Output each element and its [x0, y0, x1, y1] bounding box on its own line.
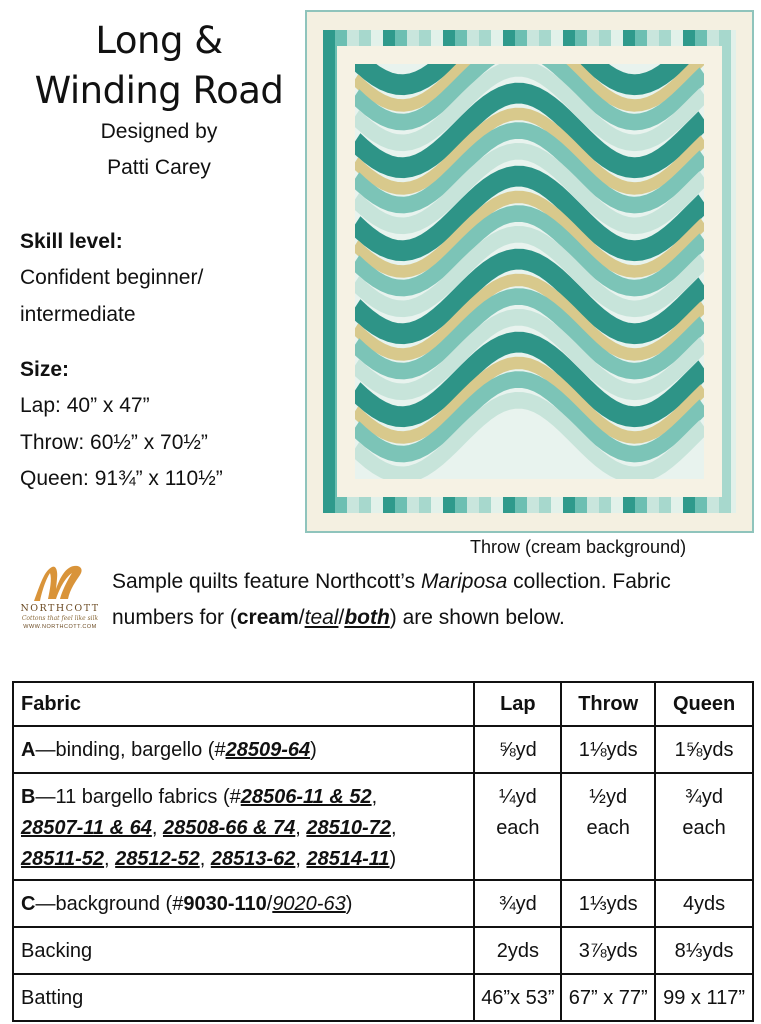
- table-header-row: [13, 682, 753, 726]
- fabric-number: 28514-11: [306, 848, 390, 870]
- pattern-title-line1: Long &: [95, 19, 223, 62]
- fabric-b-cell: B—11 bargello fabrics (#28506-11 & 52, 28507-11 & 64, 28508-66 & 74, 28510-72, 28511-52, 28512-52, 28513-62, 28514-11): [13, 773, 474, 880]
- fabric-number: 28511-52: [21, 848, 105, 870]
- quilt-photo: [305, 10, 754, 533]
- backing-label: Backing: [13, 927, 474, 974]
- size-queen: Queen: 91¾” x 110½”: [20, 467, 223, 490]
- fabric-number: 28506-11 & 52: [240, 786, 372, 808]
- logo-wordmark: NORTHCOTT: [20, 603, 100, 614]
- table-row: [13, 927, 753, 974]
- fabric-number: 28509-64: [225, 739, 311, 761]
- collection-name: Mariposa: [420, 570, 508, 593]
- table-row: [13, 974, 753, 1021]
- skill-level-line2: intermediate: [20, 303, 136, 326]
- quilt-caption: Throw (cream background): [470, 537, 687, 557]
- batting-throw: 67” x 77”: [561, 974, 655, 1021]
- fabric-number: 28507-11 & 64: [21, 817, 152, 839]
- quilt-bargello-center: [355, 64, 704, 479]
- backing-lap: 2yds: [474, 927, 561, 974]
- table-row: [13, 880, 753, 927]
- col-header-queen: Queen: [655, 682, 753, 726]
- fabric-number: 28510-72: [306, 817, 391, 839]
- fabric-number: 28512-52: [115, 848, 200, 870]
- logo-url: WWW.NORTHCOTT.COM: [23, 624, 97, 630]
- size-heading: Size:: [20, 358, 70, 381]
- fabric-a-queen: 1⅝yds: [655, 726, 753, 773]
- batting-lap: 46”x 53”: [474, 974, 561, 1021]
- fabric-a-cell: A—binding, bargello (#28509-64): [13, 726, 474, 773]
- fabric-c-queen: 4yds: [655, 880, 753, 927]
- fabric-a-throw: 1⅛yds: [561, 726, 655, 773]
- fabric-number: 28513-62: [210, 848, 296, 870]
- logo-tagline: Cottons that feel like silk: [21, 615, 99, 622]
- fabric-b-queen: ¾yd each: [655, 773, 753, 880]
- fabric-number: 28508-66 & 74: [162, 817, 296, 839]
- legend-cream: cream: [236, 606, 299, 629]
- designed-by-label: Designed by: [100, 120, 218, 143]
- sample-text-line2: numbers for (cream/teal/both) are shown below.: [112, 606, 565, 629]
- size-lap: Lap: 40” x 47”: [20, 394, 150, 417]
- sample-text-line1: Sample quilts feature Northcott’s Mariposa collection. Fabric: [112, 570, 671, 593]
- table-row: [13, 773, 753, 880]
- col-header-fabric: Fabric: [13, 682, 474, 726]
- size-throw: Throw: 60½” x 70½”: [20, 431, 208, 454]
- bargello-waves: [355, 64, 704, 479]
- batting-label: Batting: [13, 974, 474, 1021]
- fabric-number: 9020-63: [272, 893, 346, 915]
- fabric-c-cell: C—background (#9030-110/9020-63): [13, 880, 474, 927]
- designer-name: Patti Carey: [107, 156, 211, 179]
- fabric-a-lap: ⅝yd: [474, 726, 561, 773]
- northcott-n-logo-icon: [30, 563, 88, 603]
- col-header-lap: Lap: [474, 682, 561, 726]
- fabric-b-throw: ½yd each: [561, 773, 655, 880]
- fabric-requirements-table: [12, 681, 754, 1022]
- northcott-logo: [14, 563, 106, 635]
- fabric-b-lap: ¼yd each: [474, 773, 561, 880]
- fabric-c-lap: ¾yd: [474, 880, 561, 927]
- legend-both: both: [344, 606, 390, 629]
- fabric-number: 9030-110: [183, 893, 267, 915]
- table-row: [13, 726, 753, 773]
- batting-queen: 99 x 117”: [655, 974, 753, 1021]
- backing-throw: 3⅞yds: [561, 927, 655, 974]
- col-header-throw: Throw: [561, 682, 655, 726]
- legend-teal: teal: [304, 606, 339, 629]
- skill-level-line1: Confident beginner/: [20, 266, 204, 289]
- fabric-c-throw: 1⅓yds: [561, 880, 655, 927]
- pattern-title-line2: Winding Road: [34, 69, 284, 112]
- skill-level-heading: Skill level:: [20, 230, 123, 253]
- backing-queen: 8⅓yds: [655, 927, 753, 974]
